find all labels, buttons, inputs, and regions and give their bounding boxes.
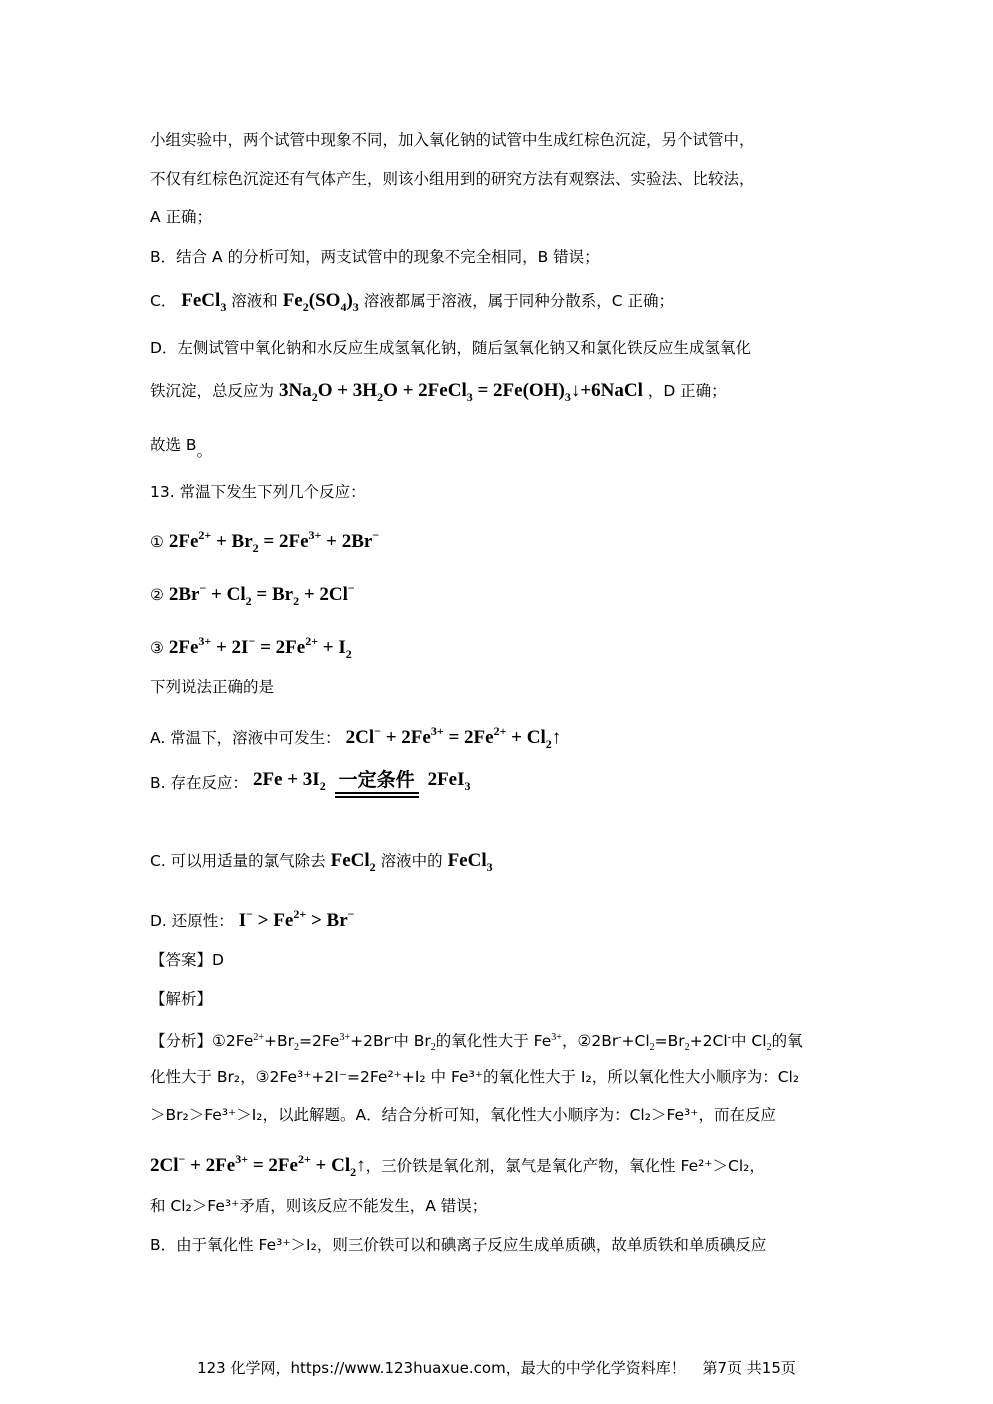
footer-site: 123 化学网，https://www.123huaxue.com，最大的中学化学资料库！ [197,1359,686,1377]
formula: $Fe_2(SO_4)_3$ [282,290,359,314]
formula: $I^- > Fe^{2+} > Br^-$ [238,907,355,931]
page-footer [0,1357,993,1378]
question-stem: 下列说法正确的是 [150,678,275,696]
reaction-3: ③ $2Fe^{3+} + 2I^- = 2Fe^{2+} + I_2$ [150,634,352,661]
text-line: B．结合 A 的分析可知，两支试管中的现象不完全相同，B 错误； [150,248,600,266]
analysis-line: 和 Cl₂＞Fe³⁺矛盾，则该反应不能发生，A 错误； [150,1197,488,1215]
formula: 2FeI$_3$ [427,769,471,793]
footer-page-number: 第7页 共15页 [702,1359,796,1377]
formula: $2Cl^- + 2Fe^{3+} = 2Fe^{2+}$ + $Cl_2↑$ [150,1152,366,1179]
analysis-line: $2Cl^- + 2Fe^{3+} = 2Fe^{2+}$ + $Cl_2↑$，三价铁是氧化剂，氯气是氧化产物，氧化性 Fe²⁺＞Cl₂， [150,1152,765,1179]
answer: 【答案】D [150,951,224,969]
formula: FeCl$_3$ [447,850,493,874]
analysis-line: 【分析】$①2Fe^{2+}+Br_2=2Fe^{3+}+2Br^-$中 $Br_2$的氧化性大于 $Fe^{3+}$，$②2Br^-+Cl_2=Br_2+2Cl^-$中 $Cl_2$的氧 [150,1032,803,1053]
formula: $2Fe + 3I_2$ [252,769,326,793]
option-b: B. 存在反应： $2Fe + 3I_2$ 一定条件 2FeI$_3$ [150,768,471,798]
total-reaction-line: 铁沉淀，总反应为 $3Na_2O + 3H_2O$ + 2FeCl$_3$ = $2Fe(OH)_3↓+6NaCl$ ，D 正确； [150,380,727,404]
formula: $2Br^- + Cl_2 = Br_2 + 2Cl^-$ [168,581,355,608]
option-c-line: C． FeCl$_3$ 溶液和 $Fe_2(SO_4)_3$ 溶液都属于溶液，属于同种分散系，C 正确； [150,290,674,314]
analysis-heading: 【解析】 [150,990,213,1008]
reaction-2: ② $2Br^- + Cl_2 = Br_2 + 2Cl^-$ [150,581,355,608]
option-d: D. 还原性： $I^- > Fe^{2+} > Br^-$ [150,907,355,931]
reaction-condition: 一定条件 [335,768,419,798]
analysis-line: ＞Br₂＞Fe³⁺＞I₂，以此解题。A．结合分析可知，氧化性大小顺序为：Cl₂＞Fe³⁺，而在反应 [150,1106,776,1124]
option-a: A. 常温下，溶液中可发生： $2Cl^- + 2Fe^{3+} = 2Fe^{2+}$ + $Cl_2↑$ [150,724,562,751]
formula: $2Fe^{3+} + 2I^- = 2Fe^{2+} + I_2$ [168,634,352,661]
question-title: 13. 常温下发生下列几个反应： [150,483,366,501]
formula: FeCl$_2$ [330,850,376,874]
reaction-1: ① $2Fe^{2+} + Br_2 = 2Fe^{3+} + 2Br^-$ [150,528,380,555]
analysis-line: 化性大于 Br₂，③2Fe³⁺+2I⁻=2Fe²⁺+I₂ 中 Fe³⁺的氧化性大于 I₂，所以氧化性大小顺序为：Cl₂ [150,1068,800,1086]
text-line: A 正确； [150,208,213,226]
formula: $2Fe^{2+} + Br_2 = 2Fe^{3+} + 2Br^-$ [168,528,380,555]
text-line: D．左侧试管中氧化钠和水反应生成氢氧化钠，随后氢氧化钠又和氯化铁反应生成氢氧化 [150,339,751,357]
text-line: 小组实验中，两个试管中现象不同，加入氧化钠的试管中生成红棕色沉淀，另个试管中， [150,131,755,149]
formula: FeCl$_3$ [181,290,227,314]
text-line: 不仅有红棕色沉淀还有气体产生，则该小组用到的研究方法有观察法、实验法、比较法， [150,170,755,188]
equals-bar [335,792,419,798]
formula: $3Na_2O + 3H_2O$ + 2FeCl$_3$ = $2Fe(OH)_3↓+6NaCl$ [278,380,643,404]
option-c: C. 可以用适量的氯气除去 FeCl$_2$ 溶液中的 FeCl$_3$ [150,850,493,874]
text-line: 故选 B。 [150,436,213,460]
analysis-line: B．由于氧化性 Fe³⁺＞I₂，则三价铁可以和碘离子反应生成单质碘，故单质铁和单质碘反应 [150,1236,767,1254]
formula: $2Cl^- + 2Fe^{3+} = 2Fe^{2+}$ + $Cl_2↑$ [345,724,562,751]
